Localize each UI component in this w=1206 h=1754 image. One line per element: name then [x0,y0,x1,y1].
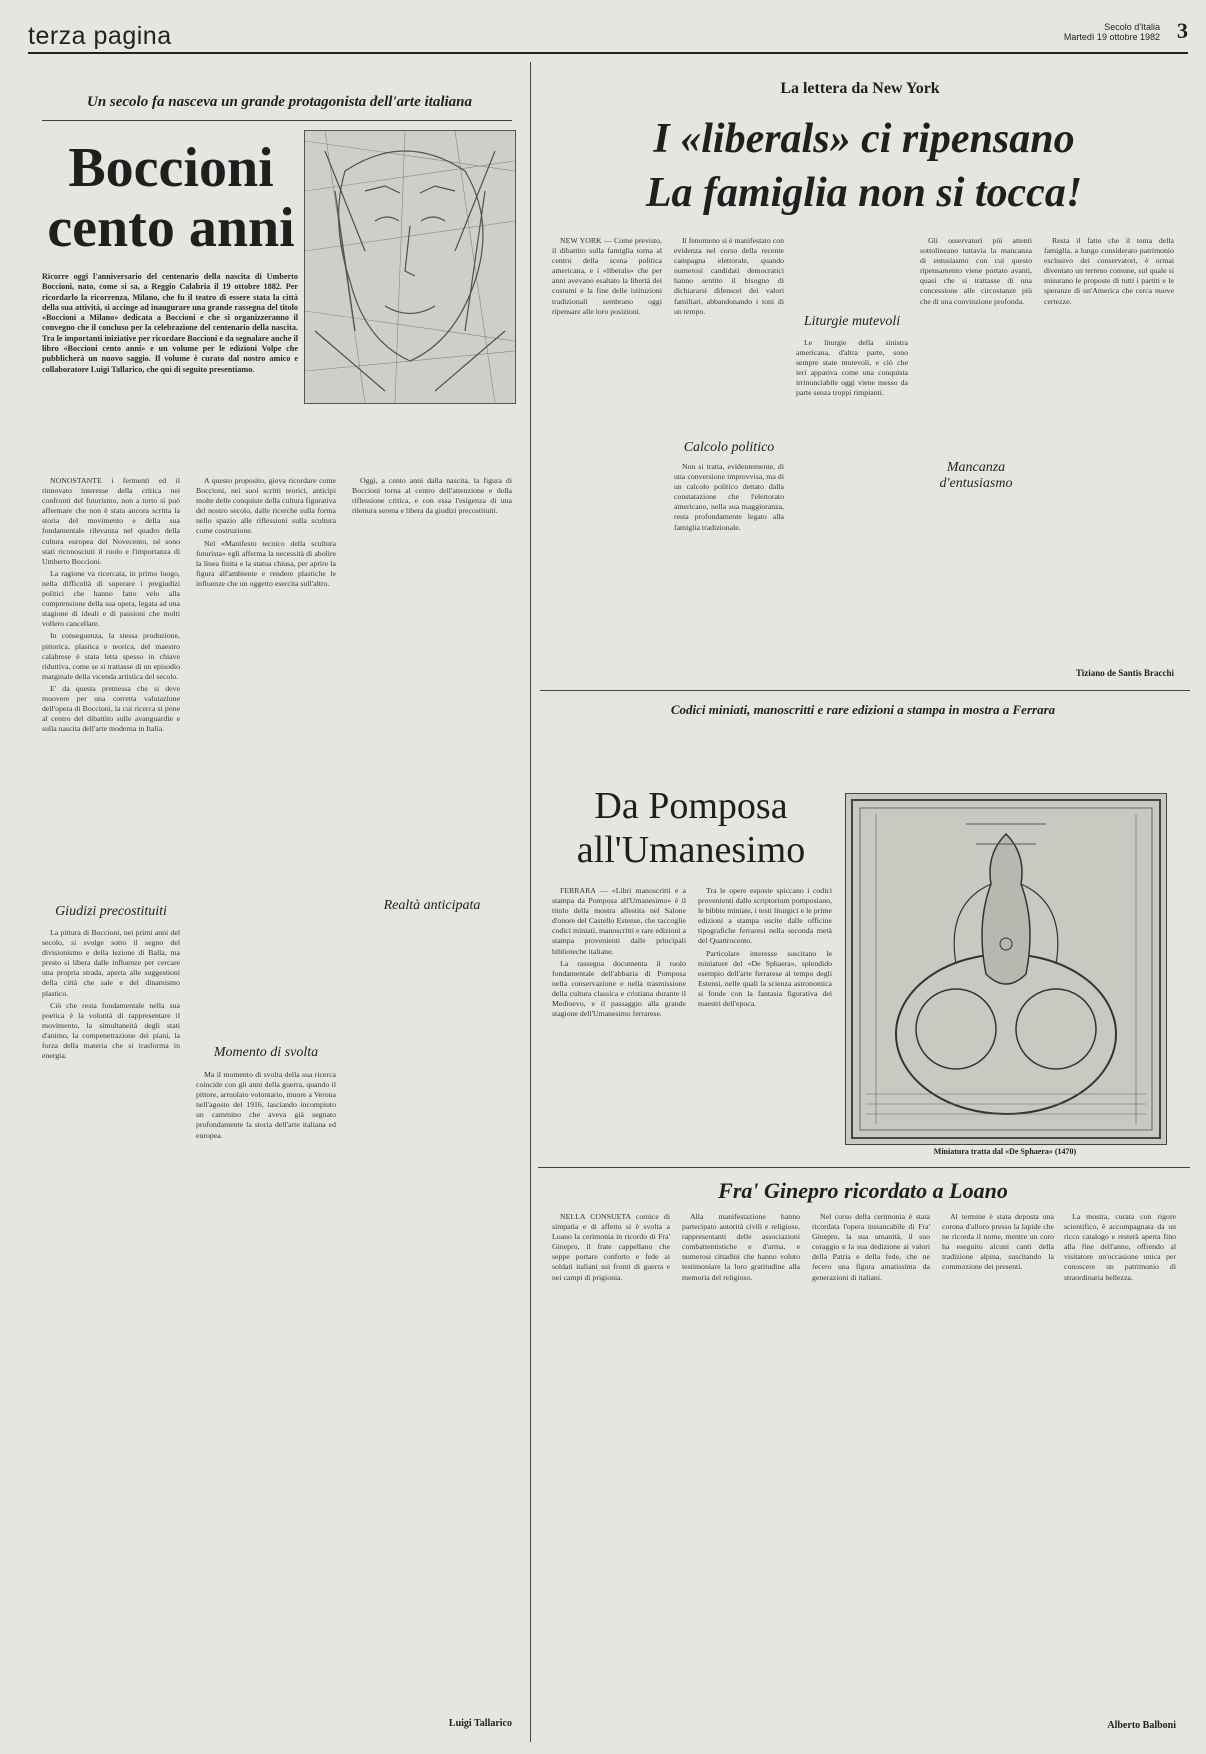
ginepro-col-1 [552,1212,670,1737]
issue-date: Martedì 19 ottobre 1982 [1063,32,1160,42]
pomposa-headline-line2: all'Umanesimo [576,829,806,871]
liberals-headline-line2: La famiglia non si tocca! [645,170,1083,216]
page-number: 3 [1177,18,1188,43]
boccioni-subhead-3: Momento di svolta [213,1045,319,1060]
liberals-col-1 [552,236,662,676]
boccioni-lead: Ricorre oggi l'anniversario del centenario della nascita di Umberto Boccioni, nato, come si sa, a Reggio Calabria il 19 ottobre 1882. Per ricordarlo la ricorrenza, Milano, che fu il teatro di essere stata la città della sua attività, si accinge ad inaugurare una grande rassegna del titolo «Boccioni a Milano» dedicata a Boccioni e che si organizzeranno il convegno che il concluso per la celebrazione del centenario della nascita. Tra le importanti iniziative per ricordare Boccioni e da segnalare anche il libro «Boccioni cento anni» e un volume per le edizioni Volpe che pubblicherà un nuovo saggio. Il volume è curato dal nostro amico e collaboratore Luigi Tallarico, che qui di seguito presentiamo. [42,272,298,374]
ginepro-col-4 [942,1212,1054,1712]
liberals-subhead-2: Calcolo politico [683,440,775,455]
boccioni-col-1 [42,476,180,896]
pomposa-col-1 [552,886,686,1156]
paper-name: Secolo d'Italia [1104,22,1160,32]
paragraph: Resta il fatto che il tema della famiglia, a lungo considerato patrimonio esclusivo dei conservatori, è ormai diventato un terreno comune, sul quale si misurano le proposte di tutti i partiti e le speranze di un'America che cerca nuove certezze. [1044,236,1174,306]
paragraph: La pittura di Boccioni, nei primi anni del secolo, si svolge sotto il segno del divisionismo e della lezione di Balla, ma presto si libera dalle influenze per cercare una propria strada, aperta alle suggestioni della città che sale e del dinamismo plastico. [42,928,180,998]
paragraph: NEW YORK — Come previsto, il dibattito sulla famiglia torna al centro della scena politica americana, e i «liberals» che per anni avevano esaltato la libertà dei costumi e la fine delle istituzioni tradizionali sembrano oggi ripensare alle loro posizioni. [552,236,662,316]
paragraph: In conseguenza, la stessa produzione, pittorica, plastica e teorica, del maestro calabrese è stata letta spesso in chiave riduttiva, come se si trattasse di un episodio marginale della vicenda artistica del secolo. [42,631,180,681]
boccioni-headline-line2: cento anni [47,197,295,259]
paragraph: Il fenomeno si è manifestato con evidenza nel corso della recente campagna elettorale, quando numerosi candidati democratici hanno sentito il bisogno di dichiararsi difensori dei valori familiari, abbandonando i toni di un tempo. [674,236,784,316]
liberals-col-4 [920,236,1032,436]
pomposa-col-2 [698,886,832,1156]
pomposa-headline [548,784,834,872]
paragraph: NELLA CONSUETA cornice di simpatia e di affetto si è svolta a Loano la cerimonia in ricordo di Fra' Ginepro, il frate cappellano che seppe portare conforto e fede ai soldati italiani sui fronti di guerra e nei campi di prigionia. [552,1212,670,1282]
pomposa-headline-line1: Da Pomposa [594,785,788,827]
ginepro-col-2 [682,1212,800,1737]
liberals-col-5 [1044,236,1174,656]
boccioni-col-3 [352,476,512,896]
portrait-illustration [305,131,515,403]
engraving-illustration [846,794,1166,1144]
liberals-col-4b [920,504,1032,676]
paragraph: NONOSTANTE i fermenti ed il rinnovato interesse della critica nei confronti del futurismo, non a torto si può affermare che non è stata ancora scritta la storia del movimento e della sua fondamentale rilevanza nel quadro della cultura europea del Novecento, né sono stati riconosciuti il ruolo e l'importanza di Umberto Boccioni. [42,476,180,566]
paragraph: Oggi, a cento anni dalla nascita, la figura di Boccioni torna al centro dell'attenzione e della riflessione critica, e con essa l'esigenza di una rilettura serena e libera da giudizi precostituiti. [352,476,512,516]
boccioni-subhead-1: Giudizi precostituiti [55,904,167,919]
ginepro-col-3 [812,1212,930,1737]
liberals-subhead-3: Mancanza d'entusiasmo [939,460,1013,491]
paper-info [1064,22,1160,42]
liberals-col-2b [674,462,784,676]
boccioni-col-2b [196,1070,336,1738]
liberals-subhead-1: Liturgie mutevoli [803,314,901,329]
paragraph: La mostra, curata con rigore scientifico, è accompagnata da un ricco catalogo e resterà aperta fino alla fine dell'anno, offrendo al visitatore un'occasione unica per conoscere un patrimonio di straordinaria bellezza. [1064,1212,1176,1282]
paragraph: Alla manifestazione hanno partecipato autorità civili e religiose, rappresentanti delle associazioni combattentistiche e d'arma, e numerosi cittadini che hanno voluto testimoniare la loro gratitudine alla memoria del religioso. [682,1212,800,1282]
paragraph: Nel «Manifesto tecnico della scultura futurista» egli afferma la necessità di abolire la linea finita e la statua chiusa, per aprire la figura all'ambiente e rendere plastiche le influenze che un oggetto esercita sull'altro. [196,538,336,588]
boccioni-portrait [304,130,516,404]
liberals-headline-line1: I «liberals» ci ripensano [653,116,1075,162]
pomposa-kicker: Codici miniati, manoscritti e rare edizioni a stampa in mostra a Ferrara [670,702,1056,717]
liberals-kicker: La lettera da New York [780,80,940,97]
ginepro-headline: Fra' Ginepro ricordato a Loano [718,1178,1008,1203]
paragraph: Gli osservatori più attenti sottolineano tuttavia la mancanza di entusiasmo con cui questo ripensamento viene portato avanti, quasi che si trattasse di una concessione alle circostanze più che di una convinzione profonda. [920,236,1032,306]
paragraph: A questo proposito, giova ricordare come Boccioni, nei suoi scritti teorici, anticipi molte delle conquiste della cultura figurativa del nostro secolo, dalle ricerche sulla forma nello spazio alle riflessioni sulla scultura come costruzione. [196,476,336,536]
paragraph: Non si tratta, evidentemente, di una conversione improvvisa, ma di un calcolo politico dettato dalla constatazione che l'elettorato americano, nella sua maggioranza, resta profondamente legato alla famiglia tradizionale. [674,462,784,532]
liberals-byline: Tiziano de Santis Bracchi [1075,668,1174,678]
paragraph: Tra le opere esposte spiccano i codici provenienti dallo scriptorium pomposiano, le bibbie miniate, i testi liturgici e le prime edizioni a stampa uscite dalle officine tipografiche ferraresi nella seconda metà del Quattrocento. [698,886,832,946]
pomposa-col-3 [845,1160,1165,1162]
kicker-rule-left [42,120,512,121]
column-divider-main [530,62,531,1742]
boccioni-headline-line1: Boccioni [68,137,274,199]
paragraph: Ciò che resta fondamentale nella sua poetica è la volontà di rappresentare il movimento, la simultaneità degli stati d'animo, la compenetrazione dei piani, la forza della materia che si trasforma in energia. [42,1000,180,1061]
paragraph: Nel corso della cerimonia è stata ricordata l'opera instancabile di Fra' Ginepro, la sua umanità, il suo coraggio e la sua dedizione ai valori della Patria e della fede, che ne fecero una figura amatissima da generazioni di italiani. [812,1212,930,1282]
liberals-col-3 [796,236,908,296]
liberals-col-2 [674,236,784,436]
boccioni-kicker: Un secolo fa nasceva un grande protagonista dell'arte italiana [86,94,473,110]
liberals-headline [548,112,1180,220]
paragraph: La ragione va ricercata, in primo luogo, nella difficoltà di superare i pregiudizi politici che hanno fatto velo alla comprensione della sua opera, legata ad una stagione di ideali e di passioni che molti vollero cancellare. [42,568,180,629]
boccioni-col-3b [352,922,512,1712]
paragraph: Le liturgie della sinistra americana, d'altra parte, sono sempre state mutevoli, e ciò che ieri appariva come una conquista irrinunciabile oggi viene messo da parte senza troppi rimpianti. [796,338,908,398]
boccioni-col-2 [196,476,336,1036]
paragraph: La rassegna documenta il ruolo fondamentale dell'abbazia di Pomposa nella conservazione e nella trasmissione della cultura classica e cristiana durante il Medioevo, e il passaggio alla grande stagione dell'Umanesimo ferrarese. [552,958,686,1019]
boccioni-col-1b [42,928,180,1738]
section-label: terza pagina [28,22,172,50]
paragraph: Al termine è stata deposta una corona d'alloro presso la lapide che ne ricorda il nome, mentre un coro ha eseguito alcuni canti della tradizione alpina, suscitando la commozione dei presenti. [942,1212,1054,1272]
ginepro-byline: Alberto Balboni [1107,1720,1176,1731]
engraving-caption: Miniatura tratta dal «De Sphaera» (1470) [933,1147,1077,1156]
boccioni-headline [40,138,302,258]
paragraph: E' da questa premessa che si deve muovere per una corretta valutazione dell'opera di Boccioni, la cui ricerca si pone al centro del dibattito sulle avanguardie e sulla nascita dell'arte moderna in Italia. [42,683,180,734]
liberals-col-3b [796,338,908,676]
ginepro-col-5 [1064,1212,1176,1712]
paragraph: FERRARA — «Libri manoscritti e a stampa da Pomposa all'Umanesimo» è il titolo della mostra allestita nel Salone d'onore del Castello Estense, che raccoglie codici miniati, manoscritti e rare edizioni a stampa provenienti dalle principali biblioteche italiane. [552,886,686,956]
de-sphaera-engraving [845,793,1167,1145]
paragraph: Particolare interesse suscitano le miniature del «De Sphaera», splendido esempio dell'arte ferrarese al tempo degli Estensi, nelle quali la scienza astronomica si fonde con la fantasia figurativa dei maestri dell'epoca. [698,948,832,1009]
boccioni-byline: Luigi Tallarico [448,1718,512,1729]
section-divider-bottom [538,1167,1190,1168]
paragraph: Ma il momento di svolta della sua ricerca coincide con gli anni della guerra, quando il pittore, arruolato volontario, muore a Verona nell'agosto del 1916, lasciando incompiuto un cammino che aveva già segnato profondamente la storia dell'arte italiana ed europea. [196,1070,336,1140]
masthead [28,18,1188,54]
boccioni-subhead-2: Realtà anticipata [383,898,481,913]
section-divider-right [540,690,1190,691]
